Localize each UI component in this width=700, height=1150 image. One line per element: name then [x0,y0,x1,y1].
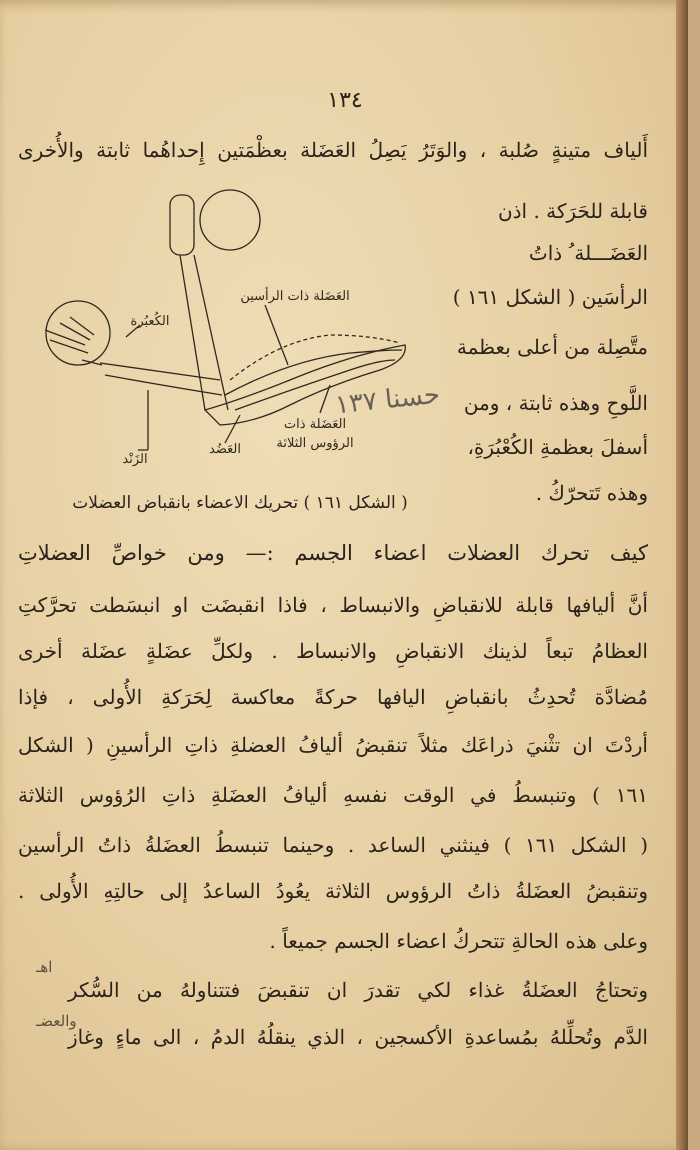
pointer-line [225,415,240,443]
text-line: ١٦١ ) وتنبسطُ في الوقت نفسهِ أليافُ العضَلةِ ذاتِ الرُؤوس الثلاثة [18,783,648,807]
side-text-line: وهذه تَتحرّكُ . [535,481,648,505]
arm-muscle-illustration [30,185,450,485]
text-line: الدَّم وتُحلِّلهُ بمُساعدةِ الأكسجين ، الذي ينقلُهُ الدمُ ، الى ماءٍ وغاز [68,1025,648,1049]
margin-note: والعضـ [36,1012,77,1030]
margin-note: اهـ [36,958,53,976]
label-radius: الكُعبُرة [130,314,170,329]
text-line: العظامُ تبعاً لذينك الانقباضِ والانبساط . ولكلِّ عضَلةٍ عضَلة أخرى [18,639,648,663]
side-text-line: قابلة للحَرَكة . اذن [497,199,648,223]
side-text-line: متَّصِلة من أعلى بعظمة [456,335,648,359]
handwritten-annotation: حسنا ١٣٧ [333,379,442,421]
side-text-line: اللَّوحِ وهذه ثابتة ، ومن [463,391,648,415]
label-triceps-2: الرؤوس الثلاثة [276,436,354,451]
label-triceps-1: العَضَلة ذات [283,417,347,432]
text-line: أنَّ أليافها قابلة للانقباضِ والانبساط ، فاذا انقبضَت او انبسَطت تحرَّكتِ [18,593,648,617]
text-line: كيف تحرك العضلات اعضاء الجسم :— ومن خواصِّ العضلاتِ [18,541,648,565]
label-biceps: العَضَلة ذات الرأسين [240,289,350,304]
page-edge [676,0,688,1150]
side-text-line: الرأسَين ( الشكل ١٦١ ) [452,285,648,309]
pointer-line [265,305,288,365]
text-line: أردْتَ ان تثْنيَ ذراعَك مثلاً تنقبضُ أليافُ العضلةِ ذاتِ الرأسينِ ( الشكل [18,733,648,757]
scapula-line [180,255,205,410]
shoulder-joint-circle [200,190,260,250]
text-line: ( الشكل ١٦١ ) فينثني الساعد . وحينما تنبسطُ العضَلةُ ذاتُ الرأسين [18,833,649,857]
text-line: وتحتاجُ العضَلةُ غذاء لكي تقدرَ ان تنقبضَ فتتناولهُ من السُّكر [68,978,648,1002]
hand-fingers [45,317,102,365]
page-number: ١٣٤ [327,88,363,113]
text-line: أَلياف متينةٍ صُلبة ، والوَتَرُ يَصِلُ العَضَلة بعظْمَتين إِحداهُما ثابتة والأُخرى [18,138,648,162]
biceps-outline [230,335,400,380]
side-text-line: العَضَـــلة ُ ذاتُ [528,241,648,265]
label-humerus: العَضُد [209,442,241,457]
shoulder-bone [170,195,194,255]
text-line: مُضادَّة تُحدِثُ بانقباضِ اليافها حركةً معاكسة لِحَرَكةِ الأُولى ، فإذا [18,685,648,709]
label-ulna: الزَنْد [122,452,148,467]
scapula-line [194,255,228,410]
text-line: وعلى هذه الحالةِ تتحركُ اعضاء الجسم جميعاً . [269,929,648,953]
figure-caption: ( الشكل ١٦١ ) تحريك الاعضاء بانقباض العضلات [72,493,408,513]
text-line: وتنقبضُ العضَلةُ ذاتُ الرؤوس الثلاثة يعُودُ الساعدُ إلى حالتِهِ الأُولى . [18,879,648,903]
side-text-line: أسفلَ بعظمةِ الكُعْبُرَةِ، [467,435,648,459]
